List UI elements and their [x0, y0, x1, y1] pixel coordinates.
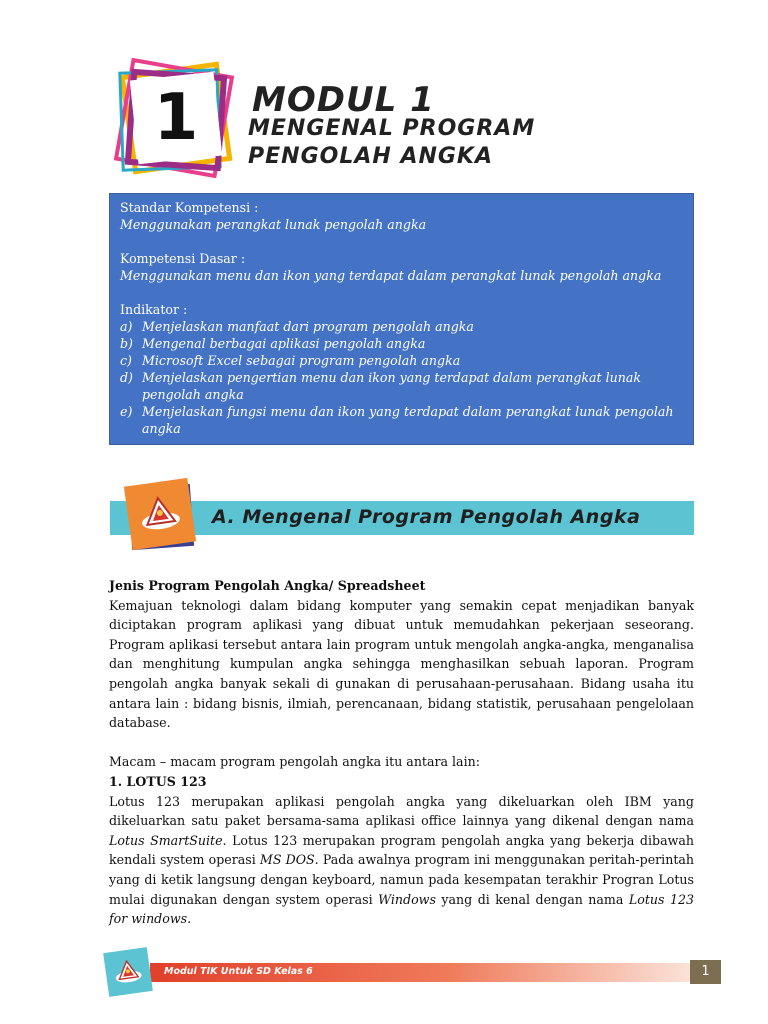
indicator-letter: b)	[120, 336, 133, 351]
footer-emblem	[103, 947, 153, 997]
lotus-heading: 1. LOTUS 123	[109, 773, 207, 789]
module-title: MODUL 1	[252, 80, 435, 120]
section-emblem	[124, 478, 196, 550]
indicator-letter: d)	[120, 370, 133, 385]
module-number: 1	[153, 81, 199, 155]
module-subtitle-line-2: PENGOLAH ANGKA	[248, 144, 494, 169]
indicator-letter: a)	[120, 319, 133, 334]
indicator-letter: c)	[120, 353, 132, 368]
school-logo-icon	[111, 957, 144, 987]
lotus-text-2: . Lotus 123 merupakan program pengolah angka yang bekerja dibawah kendali system operasi	[109, 832, 694, 868]
lotus-msdos: MS DOS	[259, 852, 315, 868]
basic-competency-text: Menggunakan menu dan ikon yang terdapat dalam perangkat lunak pengolah angka	[120, 268, 662, 283]
page-number: 1	[690, 960, 721, 984]
indicator-item	[120, 403, 683, 437]
lotus-smartsuite: Lotus SmartSuite	[109, 832, 223, 848]
body-heading: Jenis Program Pengolah Angka/ Spreadsheet	[109, 578, 426, 593]
indicator-item	[120, 335, 683, 352]
standard-competency-text: Menggunakan perangkat lunak pengolah angka	[120, 217, 427, 232]
indicator-text: Microsoft Excel sebagai program pengolah angka	[142, 353, 461, 368]
intro-paragraph: Kemajuan teknologi dalam bidang komputer yang semakin cepat menjadikan banyak diciptakan program aplikasi yang dibuat untuk memudahkan pekerjaan seseorang. Program aplikasi tersebut antara lain program untuk mengolah angka-angka, menganalisa dan menghitung kumpulan angka sehingga menghasilkan sebuah laporan. Program pengolah angka banyak sekali di gunakan di perusahaan-perusahaan. Bidang usaha itu antara lain : bidang bisnis, ilmiah, perencanaan, bidang statistik, perusahaan pengelolaan database.	[109, 597, 694, 731]
school-logo-icon	[136, 492, 185, 536]
lotus-text-3: . Pada awalnya program ini menggunakan peritah-perintah yang di ketik langsung dengan keyboard, namun pada kesempatan terakhir Progran Lotus mulai digunakan dengan system operasi	[109, 852, 694, 907]
basic-competency-label: Kompetensi Dasar :	[120, 251, 246, 266]
indicator-letter: e)	[120, 404, 133, 419]
competency-box	[109, 193, 694, 445]
module-logo	[112, 58, 240, 178]
module-subtitle-line-1: MENGENAL PROGRAM	[248, 116, 536, 141]
footer-text: Modul TIK Untuk SD Kelas 6	[164, 966, 313, 977]
indicator-item	[120, 318, 683, 335]
indicator-text: Mengenal berbagai aplikasi pengolah angka	[142, 336, 426, 351]
lotus-for-windows: Lotus 123 for windows.	[109, 891, 695, 927]
list-intro: Macam – macam program pengolah angka itu antara lain:	[109, 754, 480, 770]
body-content	[109, 576, 694, 929]
standard-competency-label: Standar Kompetensi :	[120, 200, 259, 215]
indicator-item	[120, 369, 683, 403]
indicator-text: Menjelaskan pengertian menu dan ikon yang terdapat dalam perangkat lunak pengolah angka	[142, 370, 641, 402]
lotus-paragraph	[109, 792, 694, 929]
lotus-text-1: Lotus 123 merupakan aplikasi pengolah angka yang dikeluarkan oleh IBM yang dikeluarkan satu paket bersama-sama aplikasi office lainnya yang dikenal dengan nama	[109, 793, 694, 829]
indicator-label: Indikator :	[120, 302, 188, 317]
lotus-text-4: yang di kenal dengan nama	[435, 891, 629, 907]
lotus-windows: Windows	[378, 891, 436, 907]
indicator-item	[120, 352, 683, 369]
section-title: A. Mengenal Program Pengolah Angka	[212, 506, 641, 528]
indicator-text: Menjelaskan fungsi menu dan ikon yang terdapat dalam perangkat lunak pengolah angka	[142, 404, 674, 436]
indicator-text: Menjelaskan manfaat dari program pengolah angka	[142, 319, 474, 334]
